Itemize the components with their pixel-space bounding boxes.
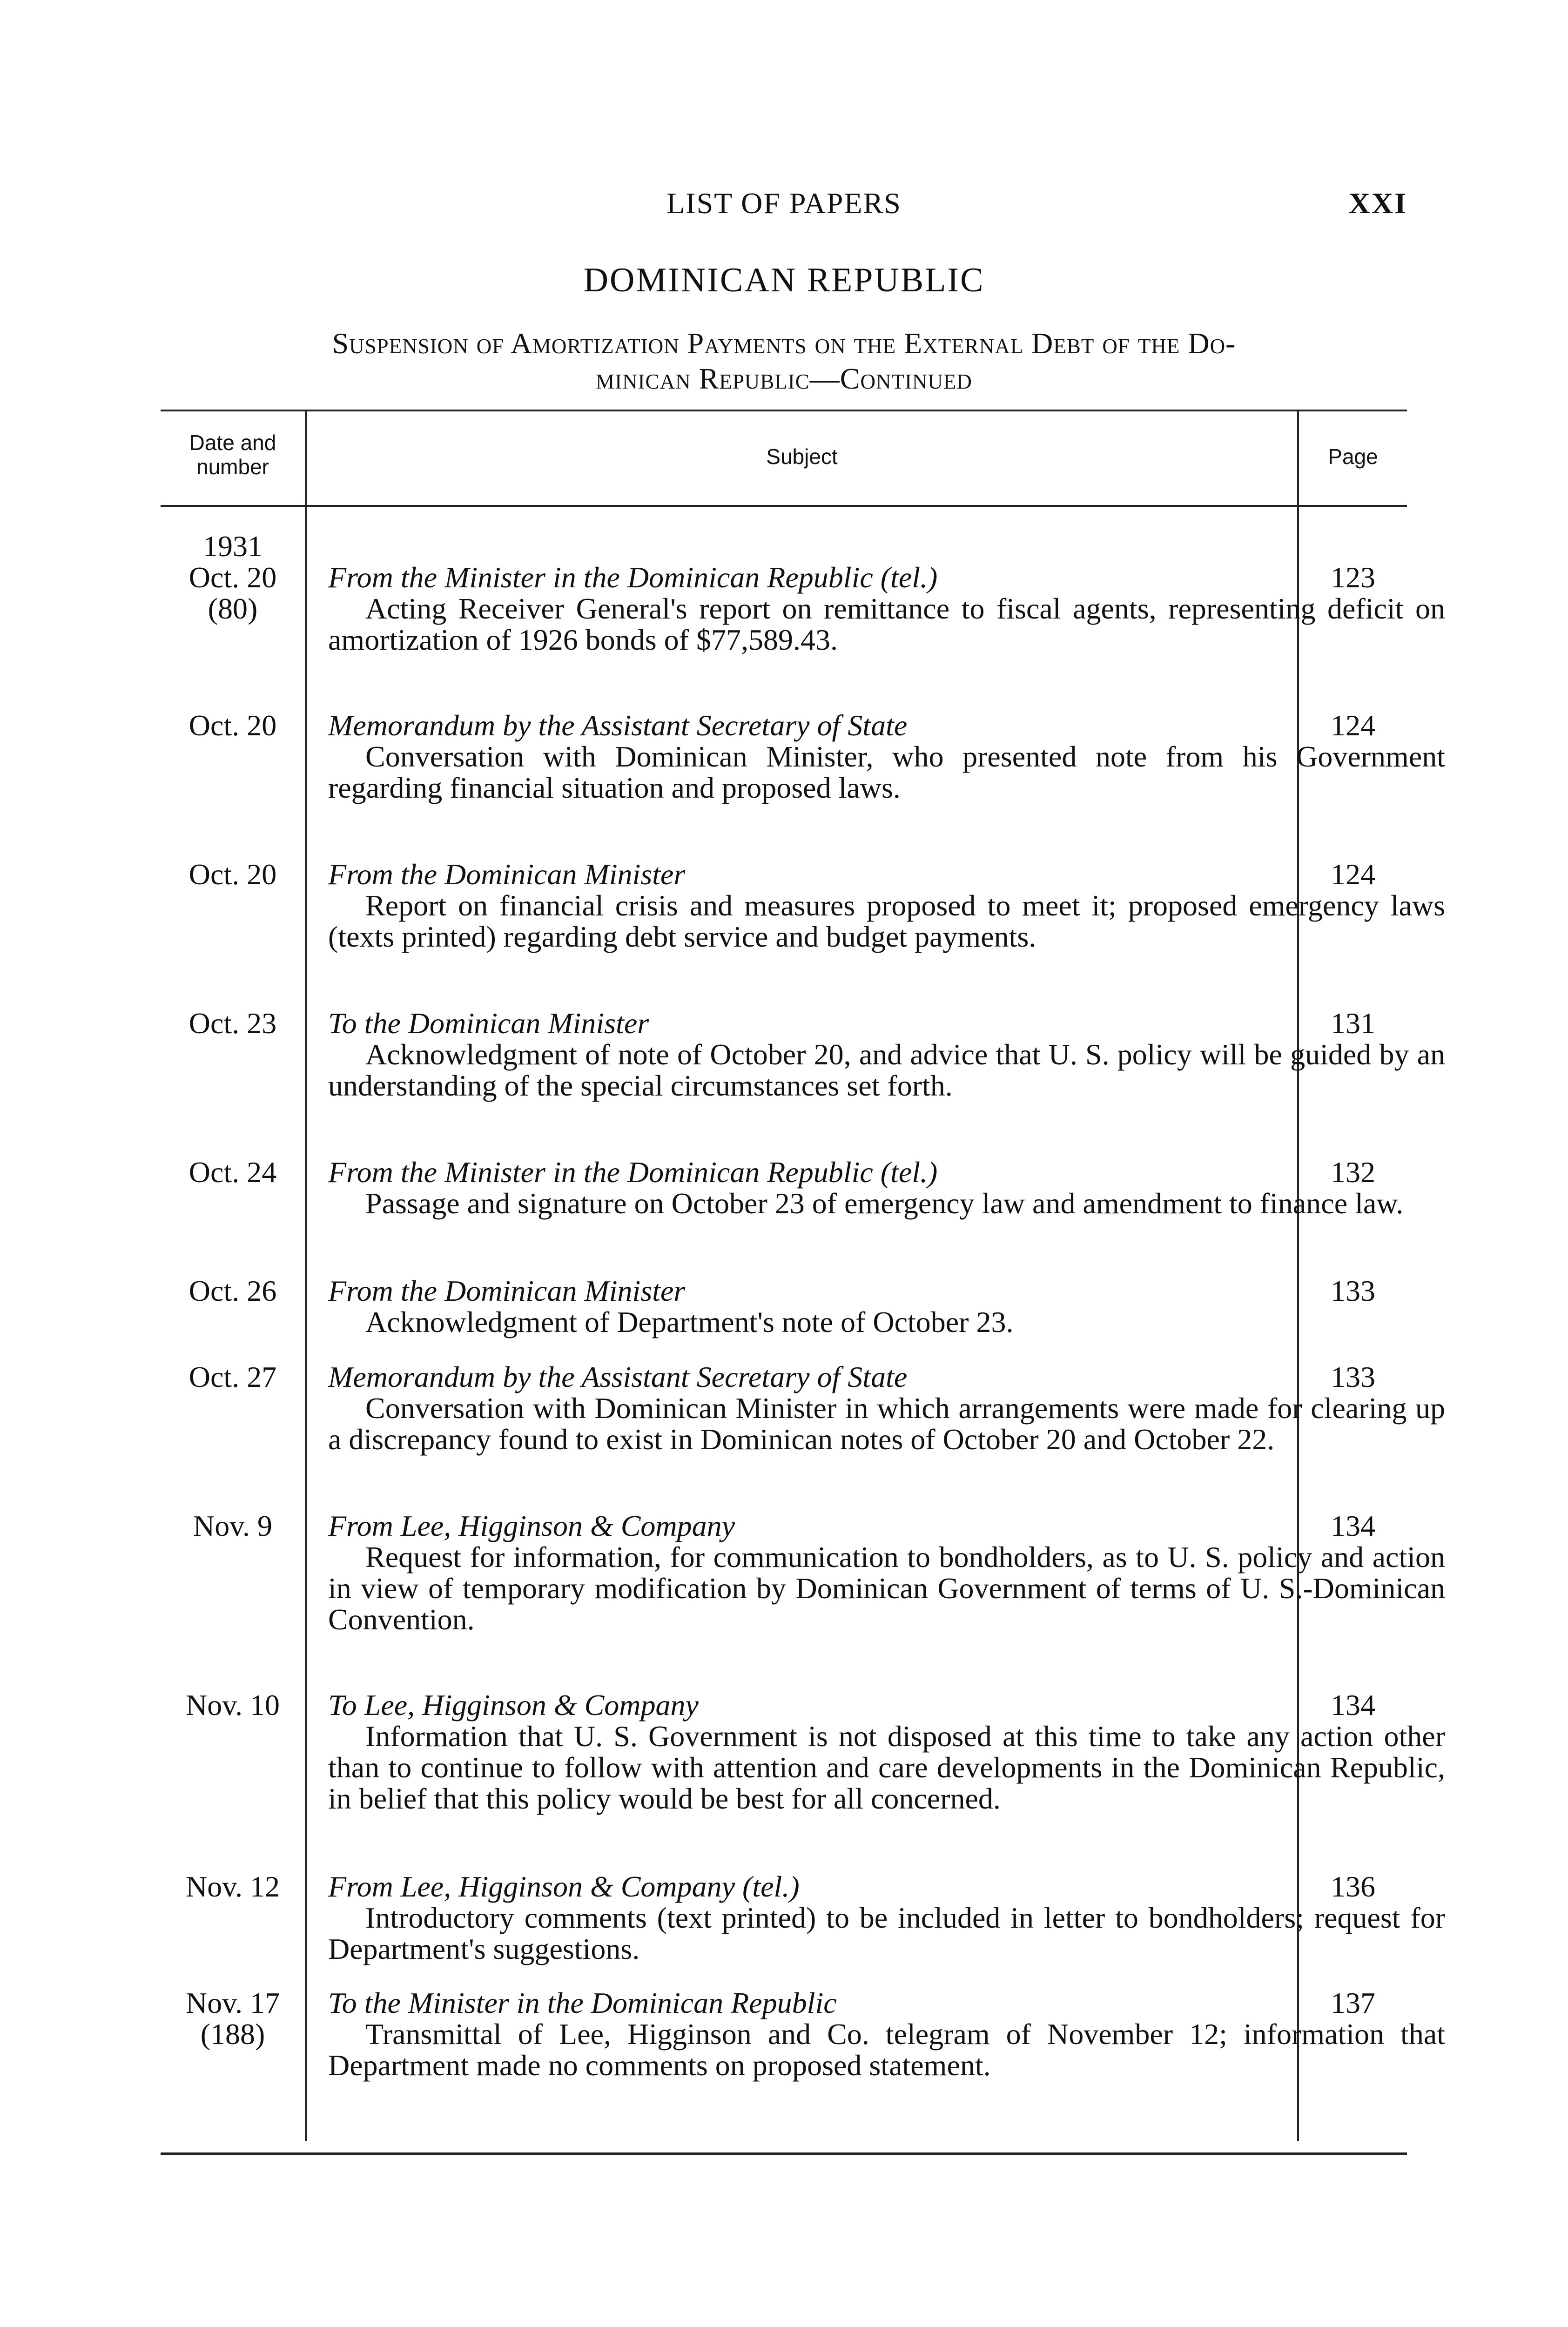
- page-number: XXI: [1348, 187, 1407, 220]
- entry-page: 133: [1331, 1274, 1375, 1307]
- entry-year: 1931: [203, 530, 262, 563]
- entry-page: 133: [1331, 1360, 1375, 1393]
- entry-source: To Lee, Higginson & Company: [328, 1688, 699, 1722]
- entry-source: To the Minister in the Dominican Republic: [328, 1986, 837, 2019]
- entry-source: To the Dominican Minister: [328, 1007, 649, 1040]
- entry-source: Memorandum by the Assistant Secretary of State: [328, 1360, 908, 1393]
- entry-page: 132: [1331, 1156, 1375, 1189]
- entry-subject: [328, 1689, 1445, 1814]
- entry-description: Conversation with Dominican Minister in which arrangements were made for clearing up a discrepancy found to exist in Dominican notes of October 20 and October 22.: [328, 1392, 1445, 1456]
- entry-date-cell: [161, 1987, 305, 2050]
- entry-source: From the Minister in the Dominican Republic (tel.): [328, 1156, 938, 1189]
- entry-date: Oct. 20: [188, 561, 277, 594]
- column-header-page: Page: [1328, 444, 1378, 469]
- entry-description: Passage and signature on October 23 of emergency law and amendment to finance law.: [365, 1187, 1404, 1220]
- entry-description: Information that U. S. Government is not disposed at this time to take any action other than to continue to follow with attention and care developments in the Dominican Republic, in belief that this policy would be best for all concerned.: [328, 1720, 1445, 1815]
- column-header-date-line-2: number: [196, 455, 269, 479]
- section-title: [161, 326, 1407, 397]
- entry-subject: [328, 710, 1445, 803]
- entry-page: 131: [1331, 1007, 1375, 1040]
- entry-date: Nov. 9: [193, 1509, 273, 1542]
- entry-date: Nov. 12: [185, 1870, 280, 1903]
- entry-date: Nov. 10: [185, 1688, 280, 1722]
- entry-subject: [328, 1008, 1445, 1101]
- entry-date: Nov. 17: [185, 1986, 280, 2019]
- entry-number: (188): [200, 2018, 265, 2051]
- table-bottom-rule: [161, 2152, 1407, 2155]
- entry-page: 134: [1331, 1509, 1375, 1542]
- table-top-rule: [161, 410, 1407, 411]
- entry-date: Oct. 23: [188, 1007, 277, 1040]
- entry-description: Acknowledgment of Department's note of October 23.: [365, 1305, 1014, 1338]
- entry-description: Acknowledgment of note of October 20, and advice that U. S. policy will be guided by an understanding of the special circumstances set forth.: [328, 1038, 1445, 1102]
- entry-source: From the Dominican Minister: [328, 1274, 686, 1307]
- entry-date: Oct. 26: [188, 1274, 277, 1307]
- country-heading: DOMINICAN REPUBLIC: [583, 261, 985, 299]
- entry-date: Oct. 27: [188, 1360, 277, 1393]
- entry-description: Transmittal of Lee, Higginson and Co. telegram of November 12; information that Department made no comments on proposed statement.: [328, 2018, 1445, 2082]
- entry-description: Request for information, for communication to bondholders, as to U. S. policy and action in view of temporary modification by Dominican Government of terms of U. S.-Dominican Convention.: [328, 1540, 1445, 1636]
- entry-page: 136: [1331, 1870, 1375, 1903]
- section-title-line-1: Suspension of Amortization Payments on the External Debt of the Do-: [332, 327, 1236, 360]
- entry-source: From the Minister in the Dominican Republic (tel.): [328, 561, 938, 594]
- entry-date-cell: [161, 531, 305, 624]
- entry-source: From Lee, Higginson & Company: [328, 1509, 735, 1542]
- entry-description: Introductory comments (text printed) to be included in letter to bondholders; request for Department's suggestions.: [328, 1901, 1445, 1965]
- running-head: [161, 186, 1407, 223]
- entry-subject: [328, 1871, 1445, 1964]
- column-header-date: [161, 430, 305, 479]
- entry-page: 137: [1331, 1986, 1375, 2019]
- entry-date: Oct. 20: [188, 709, 277, 742]
- entry-source: From Lee, Higginson & Company (tel.): [328, 1870, 800, 1903]
- entry-date: Oct. 20: [188, 858, 277, 891]
- entry-subject: [328, 1361, 1445, 1455]
- entry-subject: [328, 1987, 1445, 2081]
- column-header-subject: Subject: [766, 444, 838, 469]
- entry-page: 134: [1331, 1688, 1375, 1722]
- entry-page: 124: [1331, 709, 1375, 742]
- section-title-line-2: minican Republic—Continued: [596, 362, 972, 395]
- entry-source: From the Dominican Minister: [328, 858, 686, 891]
- entry-subject: [328, 1275, 1445, 1338]
- entry-description: Conversation with Dominican Minister, who presented note from his Government regarding financial situation and proposed laws.: [328, 740, 1445, 804]
- entry-subject: [328, 859, 1445, 952]
- column-header-date-line-1: Date and: [189, 430, 276, 455]
- entry-number: (80): [208, 592, 258, 625]
- entry-subject: [328, 562, 1445, 655]
- entry-subject: [328, 1157, 1445, 1219]
- entry-subject: [328, 1510, 1445, 1635]
- entry-page: 123: [1331, 561, 1375, 594]
- running-title: LIST OF PAPERS: [666, 187, 902, 220]
- column-divider-date: [305, 410, 307, 2141]
- entry-source: Memorandum by the Assistant Secretary of State: [328, 709, 908, 742]
- table-header-rule: [161, 505, 1407, 507]
- entry-page: 124: [1331, 858, 1375, 891]
- entry-description: Acting Receiver General's report on remittance to fiscal agents, representing deficit on amortization of 1926 bonds of $77,589.43.: [328, 592, 1445, 656]
- entry-date: Oct. 24: [188, 1156, 277, 1189]
- entry-description: Report on financial crisis and measures proposed to meet it; proposed emergency laws (texts printed) regarding debt service and budget payments.: [328, 889, 1445, 953]
